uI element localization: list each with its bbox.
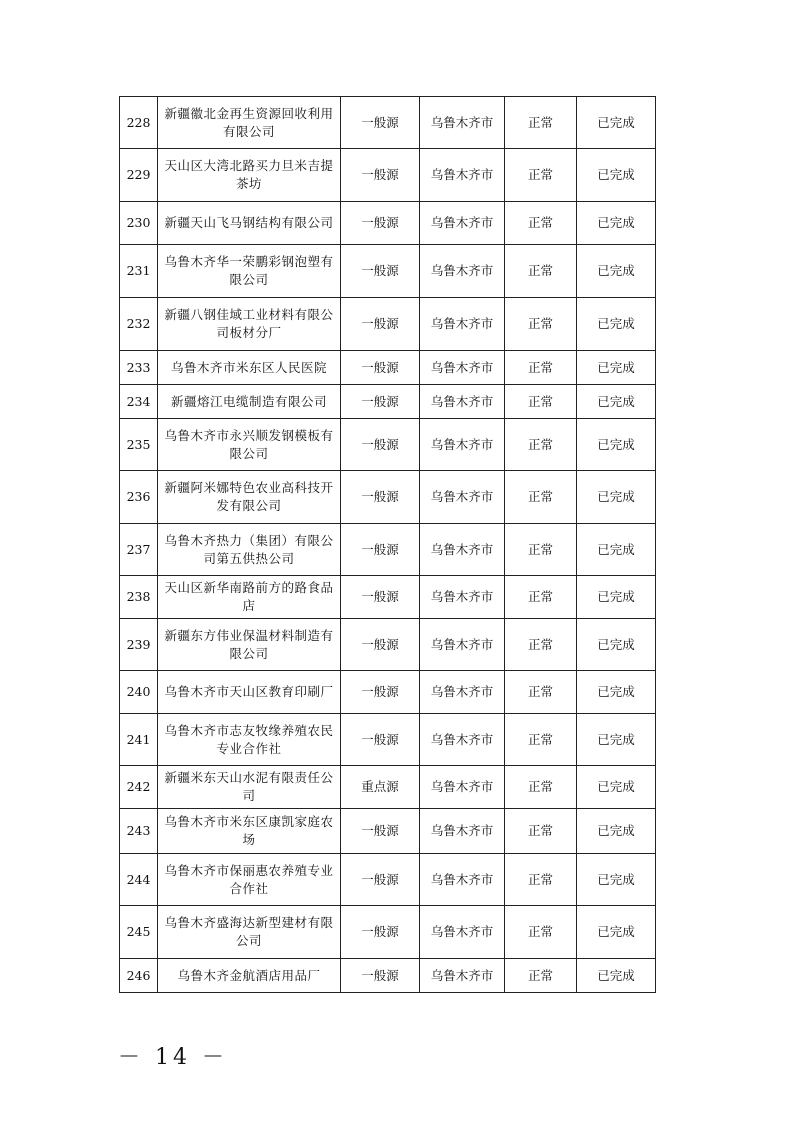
table-row [120,576,656,619]
row-number-cell: 235 [120,419,158,471]
status-cell: 正常 [505,149,577,202]
progress-cell: 已完成 [577,385,656,419]
city-cell: 乌鲁木齐市 [420,619,505,671]
row-number-cell: 242 [120,766,158,809]
progress-cell: 已完成 [577,524,656,576]
status-cell: 正常 [505,959,577,993]
city-cell: 乌鲁木齐市 [420,419,505,471]
company-name-cell: 乌鲁木齐市天山区教育印刷厂 [158,671,341,714]
table-row [120,619,656,671]
progress-cell: 已完成 [577,202,656,245]
source-type-cell: 一般源 [341,714,420,766]
row-number-cell: 228 [120,97,158,149]
table-row [120,714,656,766]
status-cell: 正常 [505,619,577,671]
company-name-cell: 天山区新华南路前方的路食品店 [158,576,341,619]
row-number-cell: 237 [120,524,158,576]
status-cell: 正常 [505,298,577,351]
company-name-cell: 天山区大湾北路买力旦米吉提茶坊 [158,149,341,202]
city-cell: 乌鲁木齐市 [420,385,505,419]
city-cell: 乌鲁木齐市 [420,97,505,149]
company-name-cell: 新疆米东天山水泥有限责任公司 [158,766,341,809]
company-name-cell: 乌鲁木齐市永兴顺发钢模板有限公司 [158,419,341,471]
source-type-cell: 一般源 [341,385,420,419]
progress-cell: 已完成 [577,245,656,298]
table-row [120,671,656,714]
city-cell: 乌鲁木齐市 [420,351,505,385]
status-cell: 正常 [505,385,577,419]
progress-cell: 已完成 [577,149,656,202]
status-cell: 正常 [505,854,577,906]
source-type-cell: 一般源 [341,854,420,906]
source-table [119,96,655,993]
progress-cell: 已完成 [577,766,656,809]
company-name-cell: 新疆阿米娜特色农业高科技开发有限公司 [158,471,341,524]
row-number-cell: 246 [120,959,158,993]
status-cell: 正常 [505,671,577,714]
table-row [120,809,656,854]
company-name-cell: 乌鲁木齐市米东区人民医院 [158,351,341,385]
source-type-cell: 一般源 [341,671,420,714]
company-name-cell: 新疆八钢佳域工业材料有限公司板材分厂 [158,298,341,351]
row-number-cell: 239 [120,619,158,671]
source-type-cell: 一般源 [341,959,420,993]
source-type-cell: 重点源 [341,766,420,809]
progress-cell: 已完成 [577,97,656,149]
company-name-cell: 新疆天山飞马钢结构有限公司 [158,202,341,245]
company-name-cell: 乌鲁木齐市保丽惠农养殖专业合作社 [158,854,341,906]
city-cell: 乌鲁木齐市 [420,471,505,524]
row-number-cell: 240 [120,671,158,714]
source-table-grid [119,96,656,993]
city-cell: 乌鲁木齐市 [420,959,505,993]
progress-cell: 已完成 [577,809,656,854]
progress-cell: 已完成 [577,906,656,959]
city-cell: 乌鲁木齐市 [420,671,505,714]
status-cell: 正常 [505,202,577,245]
table-row [120,298,656,351]
status-cell: 正常 [505,419,577,471]
progress-cell: 已完成 [577,959,656,993]
company-name-cell: 乌鲁木齐金航酒店用品厂 [158,959,341,993]
company-name-cell: 乌鲁木齐盛海达新型建材有限公司 [158,906,341,959]
progress-cell: 已完成 [577,576,656,619]
status-cell: 正常 [505,245,577,298]
progress-cell: 已完成 [577,854,656,906]
company-name-cell: 新疆徽北金再生资源回收利用有限公司 [158,97,341,149]
row-number-cell: 243 [120,809,158,854]
status-cell: 正常 [505,471,577,524]
row-number-cell: 244 [120,854,158,906]
row-number-cell: 245 [120,906,158,959]
progress-cell: 已完成 [577,471,656,524]
city-cell: 乌鲁木齐市 [420,298,505,351]
table-body [120,97,656,993]
source-type-cell: 一般源 [341,619,420,671]
source-type-cell: 一般源 [341,245,420,298]
progress-cell: 已完成 [577,298,656,351]
company-name-cell: 新疆东方伟业保温材料制造有限公司 [158,619,341,671]
row-number-cell: 238 [120,576,158,619]
source-type-cell: 一般源 [341,576,420,619]
source-type-cell: 一般源 [341,351,420,385]
city-cell: 乌鲁木齐市 [420,245,505,298]
source-type-cell: 一般源 [341,906,420,959]
progress-cell: 已完成 [577,671,656,714]
row-number-cell: 229 [120,149,158,202]
city-cell: 乌鲁木齐市 [420,854,505,906]
table-row [120,854,656,906]
company-name-cell: 乌鲁木齐热力（集团）有限公司第五供热公司 [158,524,341,576]
company-name-cell: 新疆熔江电缆制造有限公司 [158,385,341,419]
table-row [120,149,656,202]
source-type-cell: 一般源 [341,524,420,576]
table-row [120,385,656,419]
source-type-cell: 一般源 [341,202,420,245]
city-cell: 乌鲁木齐市 [420,524,505,576]
status-cell: 正常 [505,97,577,149]
page-number: － 14 － [118,1045,228,1070]
city-cell: 乌鲁木齐市 [420,714,505,766]
table-row [120,959,656,993]
city-cell: 乌鲁木齐市 [420,809,505,854]
table-row [120,245,656,298]
status-cell: 正常 [505,906,577,959]
company-name-cell: 乌鲁木齐华一荣鹏彩钢泡塑有限公司 [158,245,341,298]
source-type-cell: 一般源 [341,471,420,524]
progress-cell: 已完成 [577,351,656,385]
city-cell: 乌鲁木齐市 [420,202,505,245]
row-number-cell: 236 [120,471,158,524]
table-row [120,419,656,471]
status-cell: 正常 [505,714,577,766]
row-number-cell: 233 [120,351,158,385]
status-cell: 正常 [505,576,577,619]
table-row [120,97,656,149]
progress-cell: 已完成 [577,419,656,471]
city-cell: 乌鲁木齐市 [420,766,505,809]
table-row [120,906,656,959]
company-name-cell: 乌鲁木齐市米东区康凯家庭农场 [158,809,341,854]
progress-cell: 已完成 [577,714,656,766]
progress-cell: 已完成 [577,619,656,671]
row-number-cell: 231 [120,245,158,298]
city-cell: 乌鲁木齐市 [420,576,505,619]
table-row [120,766,656,809]
status-cell: 正常 [505,766,577,809]
table-row [120,471,656,524]
row-number-cell: 234 [120,385,158,419]
source-type-cell: 一般源 [341,149,420,202]
table-row [120,351,656,385]
source-type-cell: 一般源 [341,97,420,149]
company-name-cell: 乌鲁木齐市志友牧缘养殖农民专业合作社 [158,714,341,766]
source-type-cell: 一般源 [341,298,420,351]
row-number-cell: 232 [120,298,158,351]
city-cell: 乌鲁木齐市 [420,149,505,202]
table-row [120,524,656,576]
table-row [120,202,656,245]
row-number-cell: 241 [120,714,158,766]
status-cell: 正常 [505,809,577,854]
row-number-cell: 230 [120,202,158,245]
status-cell: 正常 [505,351,577,385]
source-type-cell: 一般源 [341,419,420,471]
status-cell: 正常 [505,524,577,576]
city-cell: 乌鲁木齐市 [420,906,505,959]
source-type-cell: 一般源 [341,809,420,854]
